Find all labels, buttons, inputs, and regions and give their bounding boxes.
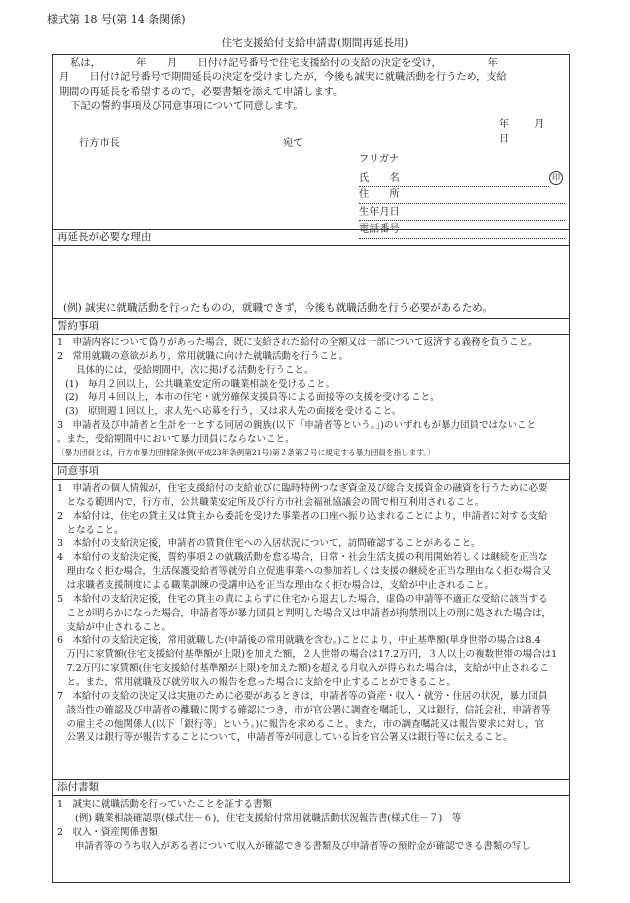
consent-line: は求職者支援制度による職業訓練の受講申込を正当な理由なく拒む場合は，支給が中止されること。 <box>57 580 495 592</box>
divider <box>53 795 569 796</box>
intro-line-3: 期間の再延長を希望するので，必要書類を添えて申請します。 <box>59 86 344 98</box>
intro-section <box>53 57 569 115</box>
date-year-label: 年 <box>498 119 509 130</box>
consent-line: となること。 <box>57 524 124 536</box>
consent-line: 3 本給付の支給決定後，申請者の賃貸住宅への入居状況について，訪問確認することがあること。 <box>57 538 481 550</box>
pledge-line: (2) 毎月４回以上，本市の住宅・就労確保支援員等による面接等の支援を受けること。 <box>65 392 440 404</box>
intro-line-4: 下記の誓約事項及び同意事項について同意します。 <box>70 101 304 113</box>
consent-line: 2 本給付は，住宅の貸主又は貸主から委託を受けた事業者の口座へ振り込まれることにより，申請者に対する支給 <box>57 510 548 522</box>
name-field[interactable] <box>359 171 565 189</box>
application-form <box>52 54 570 883</box>
address-field[interactable] <box>359 188 565 206</box>
phone-label: 電話番号 <box>359 224 400 235</box>
consent-line: 1 申請者の個人情報が，住宅支援給付の支給並びに臨時特例つなぎ資金及び総合支援資金の融資を行うために必要 <box>57 483 548 494</box>
date-day-label: 日 <box>498 133 509 145</box>
name-underline <box>359 172 549 188</box>
birthdate-underline <box>359 206 565 222</box>
consent-line: の雇主その他関係人(以下「銀行等」という。)に報告を求めること。また，市の調査嘱託又は報告要求に対し，官 <box>57 718 545 730</box>
atena-label: 宛て <box>283 138 304 149</box>
addressee: 行方市長 <box>79 138 120 149</box>
pledge-note: 〔暴力団員とは，行方市暴力団排除条例(平成23年条例第21号)第２条第２号に規定する暴力団員を指します。〕 <box>57 447 435 457</box>
pledge-line: 具体的には，受給期間中，次に掲げる活動を行うこと。 <box>57 364 314 376</box>
consent-line: 該当性の確認及び申請者の離職に関する確認につき，市が官公署に調査を嘱託し，又は銀行，信託会社，申請者等 <box>57 704 551 716</box>
pledge-line: 1 申請内容について偽りがあった場合，既に支給された給付の全額又は一部について返済する義務を負うこと。 <box>57 337 538 348</box>
pledge-line: 。また，受給期間中において暴力団員にならないこと。 <box>57 434 295 446</box>
birthdate-label: 生年月日 <box>359 206 400 218</box>
date-month-label: 月 <box>534 119 545 130</box>
furigana-label: フリガナ <box>359 154 400 165</box>
pledge-heading: 誓約事項 <box>57 320 99 332</box>
consent-list <box>57 482 557 745</box>
reason-heading: 再延長が必要な理由 <box>57 231 152 243</box>
consent-line: 4 本給付の支給決定後，誓約事項２の就職活動を怠る場合，日常・社会生活支援の利用開始若しくは継続を正当な <box>57 552 548 564</box>
pledge-list <box>57 336 538 458</box>
form-number: 様式第 18 号(第 14 条関係) <box>47 13 186 26</box>
name-label: 氏 名 <box>359 172 400 184</box>
consent-line: 公署又は銀行等が報告することについて，申請者等が同意している旨を官公署又は銀行等に伝えること。 <box>57 732 513 744</box>
attachment-line: 申請者等のうち収入がある者について収入が確認できる書類及び申請者等の預貯金が確認できる書類の写し <box>75 840 531 852</box>
attachments-list <box>57 798 531 853</box>
consent-line: 7 本給付の支給の決定又は実施のために必要があるときは，申請者等の資産・収入・就労・住居の状況，暴力団員 <box>57 690 548 702</box>
consent-line: 理由なく拒む場合，生活保護受給者等就労自立促進事業への参加若しくは支援の継続を正当な理由なく拒む場合又 <box>57 566 552 578</box>
divider <box>53 779 569 780</box>
divider <box>53 245 569 246</box>
intro-line-2: 月 日付け記号番号で期間延長の決定を受けましたが，今後も誠実に就職活動を行うため，支給 <box>59 72 507 84</box>
attachment-line: 1 誠実に就職活動を行っていたことを証する書類 <box>57 799 273 810</box>
seal-mark-icon: 印 <box>549 171 563 185</box>
pledge-line: 2 常用就職の意欲があり，常用就職に向けた就職活動を行うこと。 <box>57 350 349 362</box>
consent-line: 6 本給付の支給決定後，常用就職した(申請後の常用就職を含む。)ことにより，中止基準額(単身世帯の場合は8.4 <box>57 635 541 647</box>
consent-line: 5 本給付の支給決定後，住宅の貸主の責によらずに住宅から退去した場合，虚偽の申請等不適正な受給に該当する <box>57 593 548 605</box>
attachments-heading: 添付書類 <box>57 781 99 793</box>
consent-line: と。また，常用就職及び就労収入の報告を怠った場合に支給を中止することができること。 <box>57 677 457 689</box>
divider <box>53 318 569 319</box>
divider <box>53 334 569 335</box>
intro-line-1: 私は， 年 月 日付け記号番号で住宅支援給付の支給の決定を受け， 年 <box>70 58 498 69</box>
consent-line: となる範囲内で，行方市，公共職業安定所及び行方市社会福祉協議会の間で相互利用されること。 <box>57 496 485 508</box>
attachment-line: (例) 職業相談確認票(様式住－６)，住宅支援給付常用就職活動状況報告書(様式住－７) 等 <box>75 812 462 824</box>
document-title: 住宅支援給付支給申請書(期間再延長用) <box>221 37 409 49</box>
pledge-line: (1) 毎月２回以上，公共職業安定所の職業相談を受けること。 <box>65 378 335 390</box>
phone-underline <box>359 223 565 239</box>
divider <box>53 463 569 464</box>
pledge-line: 3 申請者及び申請者と生計を一とする同居の親族(以下「申請者等という。」)のいずれもが暴力団員ではないこと <box>57 420 536 432</box>
birthdate-field[interactable] <box>359 206 565 224</box>
consent-line: 支給が中止されること。 <box>57 621 172 633</box>
applicant-fields <box>359 153 565 241</box>
attachment-line: 2 収入・資産関係書類 <box>57 826 159 838</box>
divider <box>53 479 569 480</box>
consent-heading: 同意事項 <box>57 465 99 477</box>
phone-field[interactable] <box>359 223 565 241</box>
application-date[interactable] <box>477 118 569 148</box>
consent-line: 7.2万円に家賃額(住宅支援給付基準額が上限)を加えた額)を超える月収入が得られた場合は，支給が中止されるこ <box>57 663 549 675</box>
consent-line: 万円に家賃額(住宅支援給付基準額が上限)を加えた額，２人世帯の場合は17.2万円，３人以上の複数世帯の場合は1 <box>57 649 558 661</box>
consent-line: ことが明らかになった場合，申請者等が暴力団員と判明した場合又は申請者が拘禁刑以上の刑に処された場合は， <box>57 607 552 619</box>
address-underline <box>359 188 565 204</box>
reason-example[interactable]: (例) 誠実に就職活動を行ったものの，就職できず，今後も就職活動を行う必要があるため。 <box>63 302 493 314</box>
pledge-line: (3) 原則週１回以上，求人先へ応募を行う，又は求人先の面接を受けること。 <box>65 406 402 418</box>
furigana-field[interactable] <box>359 153 565 171</box>
address-label: 住 所 <box>359 189 400 200</box>
